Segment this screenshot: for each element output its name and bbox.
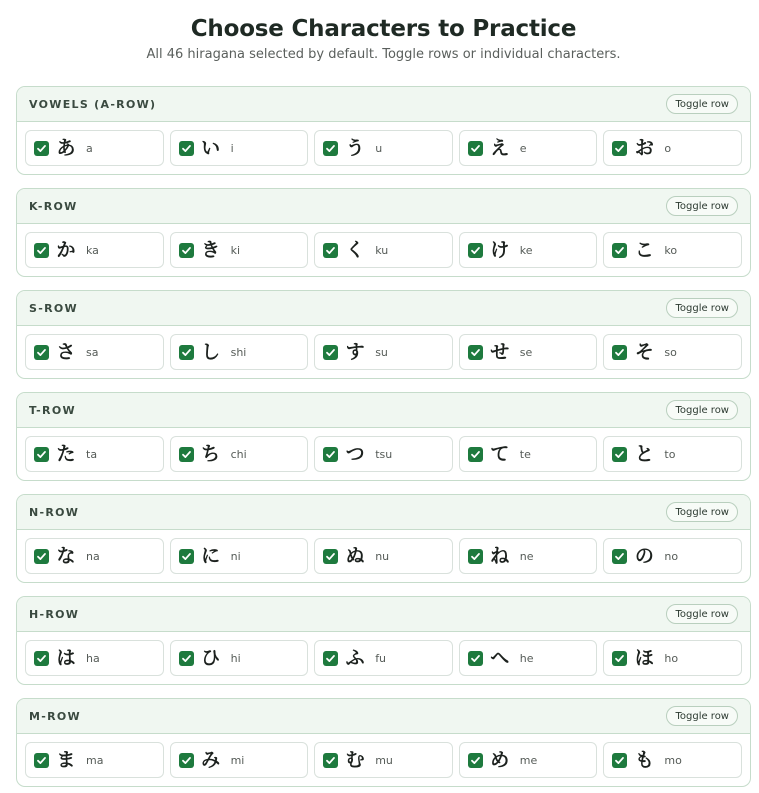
kana-character: も — [634, 748, 654, 771]
character-item-shi[interactable] — [170, 334, 309, 370]
character-list — [17, 530, 750, 574]
checkmark-icon — [470, 755, 481, 766]
kana-character: ま — [56, 748, 76, 771]
checkmark-icon — [325, 347, 336, 358]
checkbox[interactable] — [323, 651, 338, 666]
checkbox[interactable] — [179, 549, 194, 564]
kana-character: ふ — [345, 646, 365, 669]
checkmark-icon — [614, 449, 625, 460]
kana-character: ち — [201, 442, 221, 465]
character-item-te[interactable] — [459, 436, 598, 472]
character-item-mi[interactable] — [170, 742, 309, 778]
character-item-se[interactable] — [459, 334, 598, 370]
character-item-ho[interactable] — [603, 640, 742, 676]
checkbox[interactable] — [323, 447, 338, 462]
checkbox[interactable] — [34, 243, 49, 258]
romaji-label: su — [375, 345, 388, 359]
checkbox[interactable] — [468, 141, 483, 156]
kana-character: た — [56, 442, 76, 465]
checkmark-icon — [325, 755, 336, 766]
checkmark-icon — [181, 347, 192, 358]
kana-character: ぬ — [345, 544, 365, 567]
checkbox[interactable] — [612, 447, 627, 462]
romaji-label: ho — [664, 651, 679, 665]
row-group-name: S-ROW — [29, 301, 78, 315]
row-group-name: N-ROW — [29, 505, 80, 519]
romaji-label: me — [519, 753, 538, 767]
row-group-header — [17, 189, 750, 224]
romaji-label: tsu — [375, 447, 393, 461]
kana-character: け — [490, 238, 510, 261]
checkbox[interactable] — [612, 345, 627, 360]
checkbox[interactable] — [468, 549, 483, 564]
checkbox[interactable] — [323, 243, 338, 258]
row-group-header — [17, 393, 750, 428]
kana-character: み — [201, 748, 221, 771]
character-list — [17, 122, 750, 166]
character-item-me[interactable] — [459, 742, 598, 778]
romaji-label: he — [519, 651, 534, 665]
checkbox[interactable] — [323, 753, 338, 768]
kana-character: し — [201, 340, 221, 363]
row-group-t-row — [16, 392, 751, 481]
romaji-label: sa — [86, 345, 99, 359]
romaji-label: ka — [86, 243, 99, 257]
row-group-header — [17, 87, 750, 122]
romaji-label: shi — [230, 345, 247, 359]
romaji-label: a — [86, 141, 93, 155]
character-item-o[interactable] — [603, 130, 742, 166]
kana-character: く — [345, 238, 365, 261]
row-group-k-row — [16, 188, 751, 277]
checkmark-icon — [470, 245, 481, 256]
toggle-row-button[interactable]: Toggle row — [666, 298, 738, 318]
kana-character: お — [634, 136, 654, 159]
kana-character: あ — [56, 136, 76, 159]
character-item-ke[interactable] — [459, 232, 598, 268]
checkmark-icon — [36, 245, 47, 256]
romaji-label: mo — [664, 753, 682, 767]
checkmark-icon — [181, 143, 192, 154]
checkbox[interactable] — [612, 651, 627, 666]
character-item-ki[interactable] — [170, 232, 309, 268]
checkmark-icon — [36, 755, 47, 766]
romaji-label: na — [86, 549, 100, 563]
character-item-u[interactable] — [314, 130, 453, 166]
romaji-label: te — [519, 447, 531, 461]
toggle-row-button[interactable]: Toggle row — [666, 604, 738, 624]
row-group-header — [17, 699, 750, 734]
row-groups — [16, 86, 751, 787]
row-group-header — [17, 291, 750, 326]
character-list — [17, 428, 750, 472]
character-item-fu[interactable] — [314, 640, 453, 676]
character-list — [17, 734, 750, 778]
kana-character: か — [56, 238, 76, 261]
romaji-label: u — [375, 141, 383, 155]
romaji-label: ta — [86, 447, 98, 461]
checkbox[interactable] — [468, 447, 483, 462]
checkmark-icon — [325, 551, 336, 562]
kana-character: こ — [634, 238, 654, 261]
kana-character: す — [345, 340, 365, 363]
checkbox[interactable] — [323, 345, 338, 360]
kana-character: そ — [634, 340, 654, 363]
character-item-to[interactable] — [603, 436, 742, 472]
character-item-na[interactable] — [25, 538, 164, 574]
row-group-header — [17, 495, 750, 530]
kana-character: に — [201, 544, 221, 567]
character-item-tsu[interactable] — [314, 436, 453, 472]
toggle-row-button[interactable]: Toggle row — [666, 196, 738, 216]
checkbox[interactable] — [468, 753, 483, 768]
character-item-no[interactable] — [603, 538, 742, 574]
character-item-ni[interactable] — [170, 538, 309, 574]
checkbox[interactable] — [34, 549, 49, 564]
kana-character: て — [490, 442, 510, 465]
checkmark-icon — [614, 347, 625, 358]
checkbox[interactable] — [468, 345, 483, 360]
character-item-ma[interactable] — [25, 742, 164, 778]
character-item-e[interactable] — [459, 130, 598, 166]
checkmark-icon — [325, 653, 336, 664]
romaji-label: ma — [86, 753, 104, 767]
kana-character: う — [345, 136, 365, 159]
checkbox[interactable] — [34, 141, 49, 156]
toggle-row-button[interactable]: Toggle row — [666, 706, 738, 726]
romaji-label: ke — [519, 243, 533, 257]
character-item-ha[interactable] — [25, 640, 164, 676]
character-item-sa[interactable] — [25, 334, 164, 370]
checkmark-icon — [181, 245, 192, 256]
character-item-ku[interactable] — [314, 232, 453, 268]
checkbox[interactable] — [34, 753, 49, 768]
row-group-header — [17, 597, 750, 632]
character-item-hi[interactable] — [170, 640, 309, 676]
checkmark-icon — [36, 143, 47, 154]
romaji-label: ku — [375, 243, 389, 257]
checkbox[interactable] — [34, 651, 49, 666]
row-group-name: T-ROW — [29, 403, 76, 417]
row-group-n-row — [16, 494, 751, 583]
character-item-ko[interactable] — [603, 232, 742, 268]
row-group-name: M-ROW — [29, 709, 81, 723]
kana-character: さ — [56, 340, 76, 363]
romaji-label: o — [664, 141, 672, 155]
checkmark-icon — [36, 653, 47, 664]
character-item-i[interactable] — [170, 130, 309, 166]
character-item-ne[interactable] — [459, 538, 598, 574]
character-item-mo[interactable] — [603, 742, 742, 778]
checkmark-icon — [181, 653, 192, 664]
checkmark-icon — [325, 245, 336, 256]
romaji-label: nu — [375, 549, 390, 563]
kana-character: ひ — [201, 646, 221, 669]
character-item-ta[interactable] — [25, 436, 164, 472]
kana-character: ね — [490, 544, 510, 567]
checkmark-icon — [614, 143, 625, 154]
checkbox[interactable] — [323, 549, 338, 564]
romaji-label: hi — [230, 651, 241, 665]
checkmark-icon — [470, 551, 481, 562]
row-group-m-row — [16, 698, 751, 787]
romaji-label: ko — [664, 243, 678, 257]
checkmark-icon — [36, 551, 47, 562]
romaji-label: ha — [86, 651, 100, 665]
checkbox[interactable] — [34, 447, 49, 462]
romaji-label: ni — [230, 549, 241, 563]
character-list — [17, 632, 750, 676]
kana-character: へ — [490, 646, 510, 669]
row-group-s-row — [16, 290, 751, 379]
checkmark-icon — [325, 449, 336, 460]
romaji-label: fu — [375, 651, 387, 665]
character-item-su[interactable] — [314, 334, 453, 370]
character-list — [17, 224, 750, 268]
kana-character: と — [634, 442, 654, 465]
checkbox[interactable] — [179, 243, 194, 258]
page-subtitle: All 46 hiragana selected by default. Toggle rows or individual characters. — [146, 47, 621, 62]
row-group-name: VOWELS (A-ROW) — [29, 97, 157, 111]
checkbox[interactable] — [323, 141, 338, 156]
checkmark-icon — [181, 449, 192, 460]
row-group-name: H-ROW — [29, 607, 80, 621]
checkmark-icon — [614, 551, 625, 562]
romaji-label: i — [230, 141, 234, 155]
character-item-chi[interactable] — [170, 436, 309, 472]
checkmark-icon — [470, 347, 481, 358]
romaji-label: e — [519, 141, 527, 155]
checkmark-icon — [614, 653, 625, 664]
checkbox[interactable] — [468, 243, 483, 258]
page-title: Choose Characters to Practice — [190, 16, 577, 42]
checkmark-icon — [470, 653, 481, 664]
row-group-vowels-a-row — [16, 86, 751, 175]
kana-character: ほ — [634, 646, 654, 669]
character-item-he[interactable] — [459, 640, 598, 676]
romaji-label: so — [664, 345, 677, 359]
checkbox[interactable] — [612, 141, 627, 156]
romaji-label: ne — [519, 549, 534, 563]
toggle-row-button[interactable]: Toggle row — [666, 400, 738, 420]
checkbox[interactable] — [468, 651, 483, 666]
row-group-h-row — [16, 596, 751, 685]
checkbox[interactable] — [612, 549, 627, 564]
checkbox[interactable] — [612, 753, 627, 768]
character-item-nu[interactable] — [314, 538, 453, 574]
kana-character: は — [56, 646, 76, 669]
checkbox[interactable] — [179, 345, 194, 360]
romaji-label: mu — [375, 753, 393, 767]
kana-character: え — [490, 136, 510, 159]
checkmark-icon — [181, 755, 192, 766]
checkbox[interactable] — [179, 447, 194, 462]
kana-character: せ — [490, 340, 510, 363]
kana-character: な — [56, 544, 76, 567]
checkmark-icon — [470, 449, 481, 460]
kana-character: の — [634, 544, 654, 567]
kana-character: つ — [345, 442, 365, 465]
character-item-ka[interactable] — [25, 232, 164, 268]
checkmark-icon — [36, 449, 47, 460]
romaji-label: ki — [230, 243, 241, 257]
kana-character: い — [201, 136, 221, 159]
checkbox[interactable] — [179, 651, 194, 666]
kana-character: き — [201, 238, 221, 261]
kana-character: め — [490, 748, 510, 771]
character-item-a[interactable] — [25, 130, 164, 166]
romaji-label: se — [519, 345, 533, 359]
character-item-mu[interactable] — [314, 742, 453, 778]
checkbox[interactable] — [612, 243, 627, 258]
checkmark-icon — [614, 755, 625, 766]
romaji-label: mi — [230, 753, 245, 767]
checkmark-icon — [36, 347, 47, 358]
kana-character: む — [345, 748, 365, 771]
checkbox[interactable] — [34, 345, 49, 360]
checkbox[interactable] — [179, 141, 194, 156]
romaji-label: to — [664, 447, 676, 461]
romaji-label: chi — [230, 447, 247, 461]
checkmark-icon — [181, 551, 192, 562]
checkmark-icon — [470, 143, 481, 154]
checkmark-icon — [614, 245, 625, 256]
row-group-name: K-ROW — [29, 199, 78, 213]
romaji-label: no — [664, 549, 679, 563]
character-list — [17, 326, 750, 370]
character-item-so[interactable] — [603, 334, 742, 370]
checkbox[interactable] — [179, 753, 194, 768]
toggle-row-button[interactable]: Toggle row — [666, 94, 738, 114]
checkmark-icon — [325, 143, 336, 154]
toggle-row-button[interactable]: Toggle row — [666, 502, 738, 522]
